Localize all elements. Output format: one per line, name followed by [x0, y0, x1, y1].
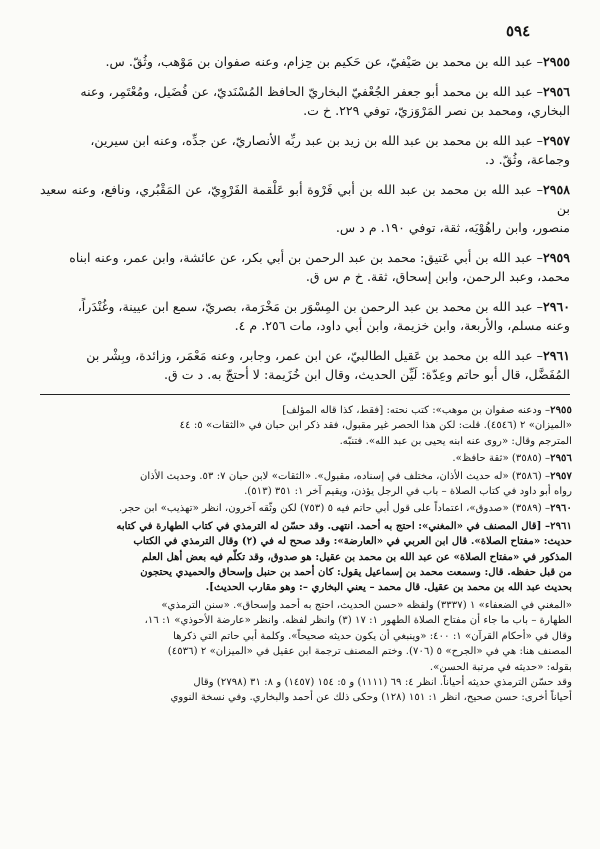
- entry-line: [40, 316, 570, 335]
- footnote-line: وقال في «أحكام القرآن» ١: ٤٠٠: «وينبغي أن يكون حديثه صحيحاً». وكلمة أبي حاتم التي ذكرها: [173, 630, 572, 642]
- entry-text: – عبد الله بن محمد بن عبد الرحمن بن المِسْوَر بن مَخْرَمة، بصريّ، سمع ابن عيينة، وغُنْدَراً،: [77, 299, 543, 314]
- footnote-line: المصنف هنا: هي في «الجرح» ٥ (٧٠٦). وختم المصنف ترجمة ابن عقيل في «الميزان» ٢ (٤٥٣٦): [167, 646, 572, 658]
- entry-line: [40, 267, 570, 286]
- footnote-text: رواه أبو داود في كتاب الصلاة – باب في الرجل يؤذن، ويقيم آخر ١: ٣٥١ (٥١٣).: [244, 486, 572, 498]
- entry-text: منصور، وابن راهُوْيَه، ثقة، توفي ١٩٠. م د س.: [335, 220, 570, 235]
- footnote-text: «الميزان» ٢ (٤٥٤٦). قلت: لكن هذا الحصر غير مقبول، فقد ذكر ابن حبان في «الثقات» ٥: ٤٤: [179, 420, 572, 432]
- footnote: [34, 469, 572, 500]
- entry: [40, 346, 570, 384]
- entry-number: ٢٩٥٦: [542, 84, 570, 99]
- entry-number: ٢٩٦٠: [542, 299, 570, 314]
- entry: [40, 297, 570, 335]
- footnote-text: المترجم وقال: «روى عنه ابنه يحيى بن عبد الله». فتنبّه.: [339, 435, 572, 447]
- entry-number: ٢٩٥٥: [542, 54, 570, 69]
- entry-number: ٢٩٦١: [542, 348, 570, 363]
- footnote-text: – ودعنه صفوان بن موهب»: كتب نحته: [فقط، كذا قاله المؤلف]: [282, 405, 551, 416]
- entry-line: [40, 297, 570, 316]
- footnote-line: [34, 501, 572, 516]
- entry-text: – عبد الله بن محمد بن عبد الله بن أبي فَرْوة أبو عَلْقمة الفَرْوِيّ، عن المَقْبُري، ونافع، وعنه سعيد بن: [40, 182, 570, 216]
- footnote-text: بحديث عبد الله بن محمد بن عقيل. قال محمد – يعني البخاري –: وهو مقارب الحديث].: [205, 581, 572, 594]
- entry-text: – عبد الله بن محمد بن عَقيل الطالبيّ، عن ابن عمر، وجابر، وعنه مَعْمَر، وزائدة، وبِشْر بن: [86, 348, 543, 363]
- footnote-line: [34, 434, 572, 449]
- entry: [40, 52, 570, 71]
- entry: [40, 82, 570, 120]
- footnote-number: ٢٩٥٦: [550, 452, 572, 465]
- footnote-line: [34, 550, 572, 565]
- footnote-line: الطهارة – باب ما جاء أن مفتاح الصلاة الطهور ١: ١٧ (٣) وانظر لفظه. وانظر «عارضة الأحوذي» ١: ١٦،: [144, 615, 572, 627]
- entry-text: – عبد الله بن أبي عَتيق: محمد بن عبد الرحمن بن أبي بكر، عن عائشة، وابن عمر، وعنه ابناه: [69, 250, 543, 265]
- entry-text: – عبد الله بن محمد بن صَيْفيّ، عن حَكيم بن حِزام، وعنه صفوان بن مَوْهب، وثُقّ. س.: [105, 54, 543, 69]
- footnote: [34, 501, 572, 516]
- entry-text: وعنه مسلم، والأربعة، وابن خزيمة، وابن أبي داود، مات ٢٥٦. م ٤.: [234, 318, 570, 333]
- entry-line: [40, 150, 570, 169]
- footnote-line: وقد حسّن الترمذي حديثه أحياناً. انظر ٤: ٦٩ (١١١١) و ٥: ١٥٤ (١٤٥٧) و ٨: ٣١ (٢٧٩٨) وقال: [193, 676, 572, 688]
- entry-line: [40, 248, 570, 267]
- entry-text: محمد، وعبد الرحمن، وابن إسحاق، ثقة. خ م س ق.: [305, 269, 570, 284]
- footnote-line: [34, 451, 572, 466]
- footnote-text: – (٣٥٨٥) «ثقة حافظ».: [452, 453, 551, 465]
- entry-line: [40, 101, 570, 120]
- footnote-line: [34, 484, 572, 499]
- entry-number: ٢٩٥٩: [542, 250, 570, 265]
- entry-line: [40, 365, 570, 384]
- footnote-number: ٢٩٥٥: [550, 404, 572, 416]
- page-number: ٥٩٤: [506, 22, 531, 40]
- footnote-divider: [40, 394, 570, 395]
- entry-line: [40, 180, 570, 218]
- footnote-line: [34, 565, 572, 580]
- footnote-text: – (٣٥٨٩) «صدوق»، اعتماداً على قول أبي حاتم فيه ٥ (٧٥٣) لكن وثّقه آخرون، انظر «تهذيب» ابن حجر.: [119, 503, 551, 515]
- footnote-number: ٢٩٥٧: [550, 469, 572, 482]
- entry: [40, 131, 570, 169]
- main-entries: [40, 52, 570, 395]
- footnotes: [34, 403, 572, 706]
- footnote: [34, 519, 572, 596]
- footnote-number: ٢٩٦٠: [550, 502, 572, 515]
- footnote-text: من قبل حفظه. قال: وسمعت محمد بن إسماعيل يقول: كان أحمد بن حنبل وإسحاق والحميدي يحتجون: [140, 566, 572, 579]
- entry: [40, 248, 570, 286]
- footnote-line: «المغني في الضعفاء» ١ (٣٣٣٧) ولفظه «حسن الحديث، احتج به أحمد وإسحاق». «سنن الترمذي»: [161, 599, 572, 611]
- entry-text: المُفَضَّل، قال أبو حاتم وعِدّة: لَيِّن الحديث، وقال ابن خُزَيمة: لا أحتجّ به. د ت ق.: [164, 367, 570, 382]
- footnote: [34, 451, 572, 466]
- footnote-text: حديث: «مفتاح الصلاة». قال ابن العربي في «العارضة»: وقد صحح له في (٢) وقال الترمذي في الكتاب: [133, 535, 572, 548]
- entry-number: ٢٩٥٨: [542, 182, 570, 197]
- entry-text: – عبد الله بن محمد أبو جعفر الجُعْفيّ البخاريّ الحافظ المُسْنَديّ، عن فُضَيل، ومُعْتَمِر، وعنه: [80, 84, 543, 99]
- entry-line: [40, 218, 570, 237]
- footnote-line: [34, 469, 572, 484]
- entry-text: وجماعة، وثُقّ. د.: [484, 152, 570, 167]
- footnote-line: [34, 534, 572, 549]
- entry-line: [40, 52, 570, 71]
- entry-text: البخاري، ومحمد بن نصر المَرْوَزيّ، توفي ٢٢٩. خ ت.: [303, 103, 570, 118]
- footnote-text: المذكور في «مفتاح الصلاة» عن عبد الله بن محمد بن عقيل: هو صدوق، وقد تكلّم فيه بعض أهل العلم: [141, 550, 572, 563]
- entry-line: [40, 346, 570, 365]
- entry-line: [40, 82, 570, 101]
- entry-number: ٢٩٥٧: [542, 133, 570, 148]
- footnote-line: [34, 519, 572, 534]
- footnote-number: ٢٩٦١: [550, 519, 572, 532]
- entry-line: [40, 131, 570, 150]
- footnote: [34, 403, 572, 449]
- footnote-text: – (٣٥٨٦) «له حديث الأذان، مختلف في إسناده، مقبول». «الثقات» لابن حبان ٧: ٥٣. وحديث الأذان: [139, 470, 551, 482]
- footnote-line: بقوله: «حديثه في مرتبة الحسن».: [429, 661, 572, 673]
- footnote-line: أحياناً أخرى: حسن صحيح، انظر ١: ١٥١ (١٢٨) وحكى ذلك عن أحمد والبخاري. وفي نسخة النووي: [170, 692, 572, 704]
- entry-text: – عبد الله بن محمد بن عبد الله بن زيد بن عبد ربِّه الأنصاريّ، عن جدِّه، وعنه ابن سيرين،: [90, 133, 543, 148]
- footnote-line: [34, 418, 572, 433]
- footnote-text: – [قال المصنف في «المغني»: احتج به أحمد. انتهى. وقد حسّن له الترمذي في كتاب الطهارة في كتابه: [116, 519, 551, 532]
- entry: [40, 180, 570, 237]
- footnote-line: [34, 403, 572, 418]
- footnote-line: [34, 580, 572, 595]
